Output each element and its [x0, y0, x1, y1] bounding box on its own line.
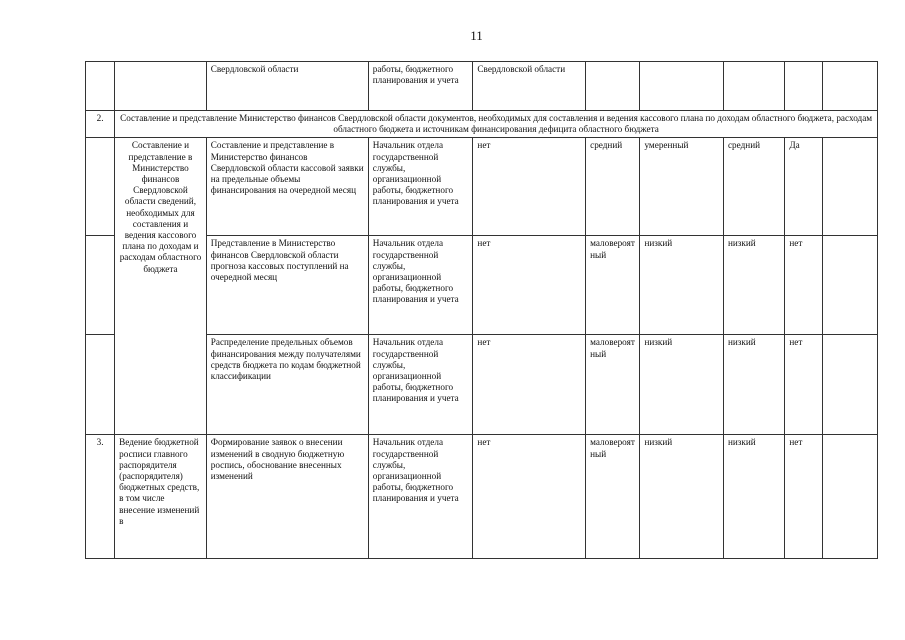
cell-responsible: Начальник отдела государственной службы, организационной работы, бюджетного планирования и учета — [368, 335, 473, 435]
cell-task: Составление и представление в Министерство финансов Свердловской области сведений, необходимых для составления и ведения кассового плана по доходам и расходам областного бюджета — [115, 138, 207, 435]
cell-measures: нет — [785, 435, 822, 559]
section-number: 2. — [86, 111, 115, 138]
cell-task — [115, 62, 207, 111]
cell-responsible: Начальник отдела государственной службы, организационной работы, бюджетного планирования и учета — [368, 435, 473, 559]
cell-num — [86, 138, 115, 236]
cell-action: Распределение предельных объемов финансирования между получателями средств бюджета по кодам бюджетной классификации — [206, 335, 368, 435]
cell-damage: умеренный — [640, 138, 724, 236]
cell-action: Формирование заявок о внесении изменений в сводную бюджетную роспись, обоснование внесенных изменений — [206, 435, 368, 559]
table-row — [86, 138, 878, 236]
cell-extra — [822, 62, 877, 111]
cell-responsible: Начальник отдела государственной службы, организационной работы, бюджетного планирования и учета — [368, 138, 473, 236]
cell-risk: средний — [723, 138, 784, 236]
cell-probability — [586, 62, 640, 111]
cell-num — [86, 335, 115, 435]
cell-num: 3. — [86, 435, 115, 559]
risk-table — [85, 61, 878, 559]
cell-extra — [822, 335, 877, 435]
cell-damage — [640, 62, 724, 111]
cell-extra — [822, 435, 877, 559]
cell-extra — [822, 138, 877, 236]
cell-risk: низкий — [723, 435, 784, 559]
cell-damage: низкий — [640, 335, 724, 435]
table-row — [86, 62, 878, 111]
cell-probability: средний — [586, 138, 640, 236]
cell-probability: маловероятный — [586, 236, 640, 335]
page-number: 11 — [470, 28, 483, 43]
cell-measures: нет — [785, 335, 822, 435]
cell-action: Свердловской области — [206, 62, 368, 111]
cell-info: Свердловской области — [473, 62, 586, 111]
cell-measures: Да — [785, 138, 822, 236]
cell-action: Представление в Министерство финансов Свердловской области прогноза кассовых поступлений на очередной месяц — [206, 236, 368, 335]
section-header-row — [86, 111, 878, 138]
cell-probability: маловероятный — [586, 335, 640, 435]
cell-damage: низкий — [640, 236, 724, 335]
cell-task: Ведение бюджетной росписи главного распорядителя (распорядителя) бюджетных средств, в том числе внесение изменений в — [115, 435, 207, 559]
cell-risk — [723, 62, 784, 111]
cell-responsible: работы, бюджетного планирования и учета — [368, 62, 473, 111]
cell-extra — [822, 236, 877, 335]
cell-info: нет — [473, 236, 586, 335]
cell-info: нет — [473, 335, 586, 435]
cell-risk: низкий — [723, 236, 784, 335]
cell-probability: маловероятный — [586, 435, 640, 559]
cell-num — [86, 62, 115, 111]
cell-measures: нет — [785, 236, 822, 335]
cell-info: нет — [473, 435, 586, 559]
cell-info: нет — [473, 138, 586, 236]
cell-num — [86, 236, 115, 335]
table-row — [86, 435, 878, 559]
cell-measures — [785, 62, 822, 111]
cell-risk: низкий — [723, 335, 784, 435]
section-title: Составление и представление Министерство финансов Свердловской области документов, необходимых для составления и ведения кассового плана по доходам областного бюджета, расходам областного бюджета и источникам финансирования дефицита областного бюджета — [115, 111, 878, 138]
cell-damage: низкий — [640, 435, 724, 559]
cell-responsible: Начальник отдела государственной службы, организационной работы, бюджетного планирования и учета — [368, 236, 473, 335]
cell-action: Составление и представление в Министерство финансов Свердловской области кассовой заявки на предельные объемы финансирования на очередной месяц — [206, 138, 368, 236]
